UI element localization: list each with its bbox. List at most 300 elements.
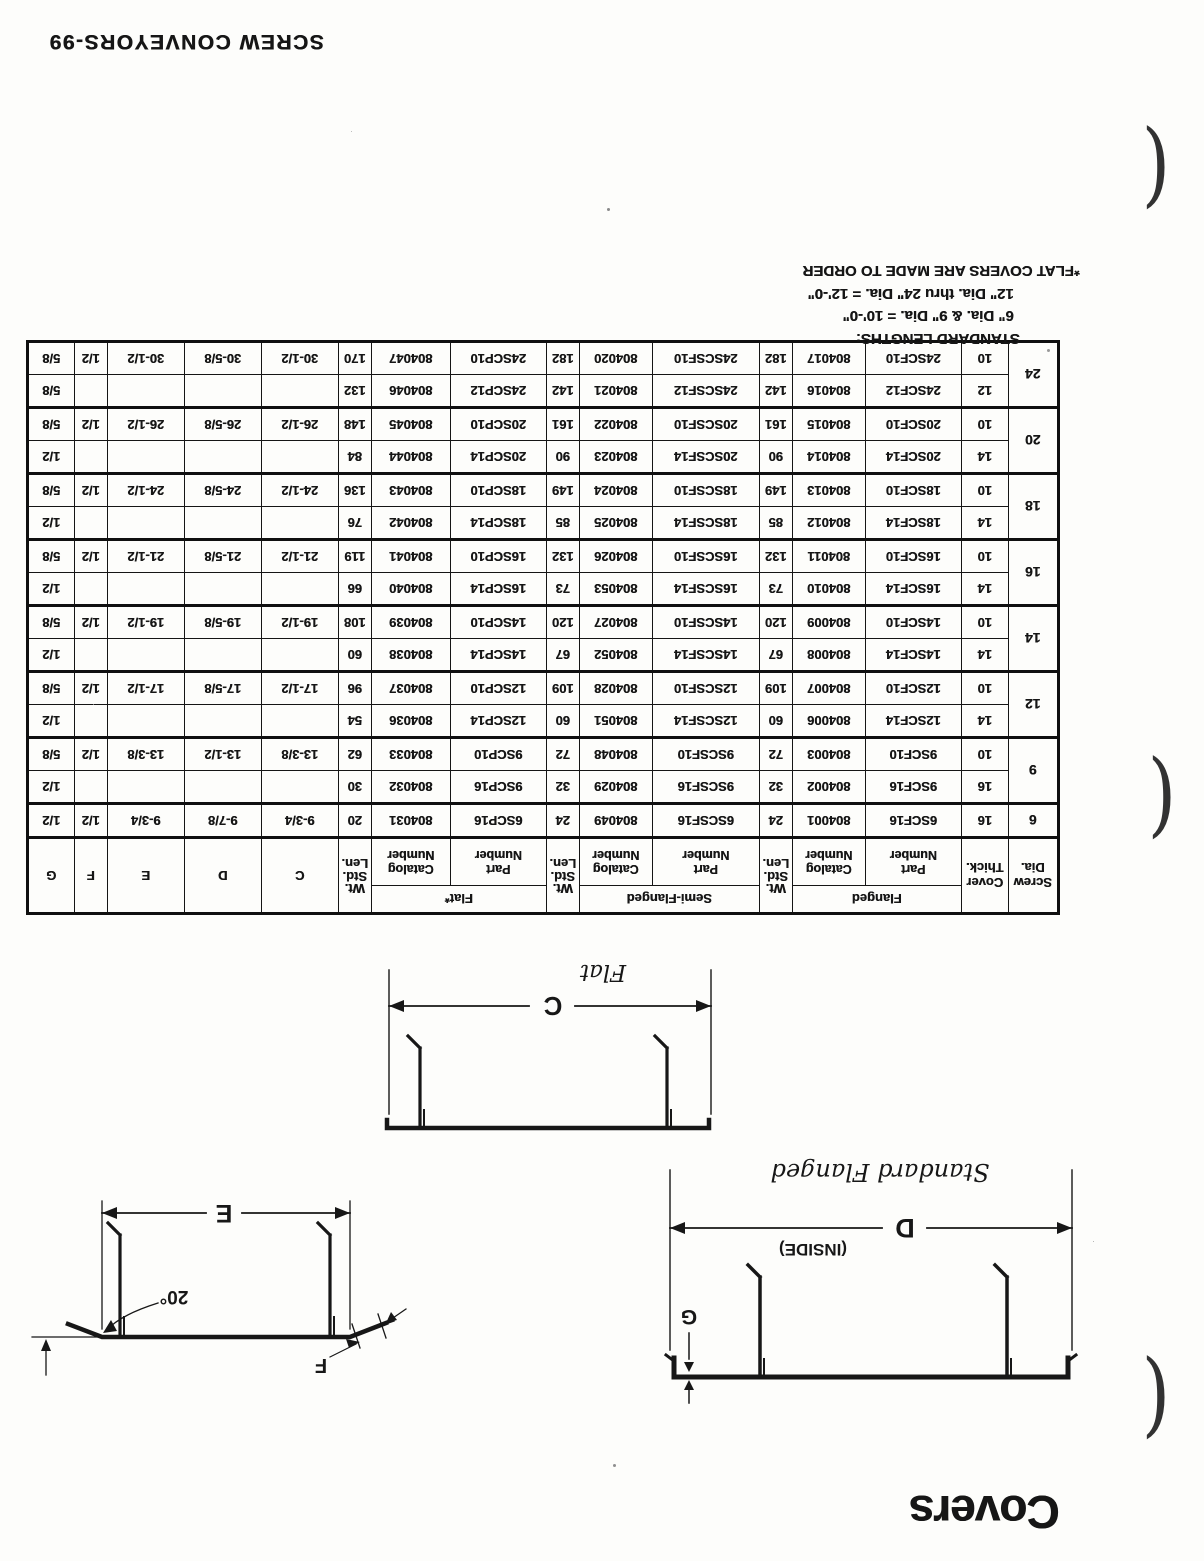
cell-thick: 14	[962, 573, 1009, 606]
cell-p-part: 24SCP12	[451, 375, 547, 408]
cell-p-cat: 804033	[371, 738, 450, 771]
cell-p-cat: 804036	[371, 705, 450, 738]
cell-f-part: 14SCF10	[866, 606, 962, 639]
binding-mark: )	[1147, 740, 1177, 847]
cell-c: 19-1/2	[261, 606, 338, 639]
cell-e	[107, 771, 184, 804]
cell-e: 19-1/2	[107, 606, 184, 639]
cell-sf-cat: 804028	[580, 672, 653, 705]
cell-d: 21-5/8	[184, 540, 261, 573]
cell-p-wt: 170	[338, 342, 371, 375]
cell-f-part: 12SCF10	[866, 672, 962, 705]
cell-c	[261, 705, 338, 738]
cell-g: 1/2	[27, 771, 74, 804]
cell-f: 1/2	[74, 342, 107, 375]
table-row	[27, 804, 1058, 838]
cell-f-part: 16SCF10	[866, 540, 962, 573]
cell-p-cat: 804032	[371, 771, 450, 804]
note-flat-covers: *FLAT COVERS ARE MADE TO ORDER	[802, 262, 1080, 280]
cell-thick: 10	[962, 342, 1009, 375]
cell-d: 30-5/8	[184, 342, 261, 375]
cell-g: 5/8	[27, 540, 74, 573]
header-catalog-number: Catalog Number	[371, 838, 450, 886]
cell-g: 1/2	[27, 573, 74, 606]
cell-f-cat: 804009	[793, 606, 866, 639]
header-wt-std-len: Wt. Std. Len.	[338, 838, 371, 914]
header-cover-thick: Cover Thick.	[962, 838, 1009, 914]
cell-f-wt: 72	[760, 738, 793, 771]
cell-thick: 10	[962, 408, 1009, 441]
cell-thick: 14	[962, 705, 1009, 738]
clip-left	[655, 1036, 667, 1125]
cell-f-part: 20SCF10	[866, 408, 962, 441]
table-row	[27, 540, 1058, 573]
cell-f-cat: 804015	[793, 408, 866, 441]
dim-label-f: F	[314, 1354, 328, 1376]
cell-e: 30-1/2	[107, 342, 184, 375]
cell-f-wt: 149	[760, 474, 793, 507]
cell-p-part: 9SCP10	[451, 738, 547, 771]
cell-screw-dia: 24	[1009, 342, 1059, 408]
cell-sf-cat: 804022	[580, 408, 653, 441]
table-row	[27, 672, 1058, 705]
note-heading: STANDARD LENGTHS:	[856, 330, 1020, 347]
dim-label-d-note: (INSIDE)	[779, 1240, 847, 1259]
standard-flanged-diagram	[660, 1145, 1080, 1405]
cell-c	[261, 573, 338, 606]
cell-f-cat: 804016	[793, 375, 866, 408]
cell-f-cat: 804008	[793, 639, 866, 672]
cell-thick: 16	[962, 804, 1009, 838]
cell-p-wt: 76	[338, 507, 371, 540]
cell-e: 26-1/2	[107, 408, 184, 441]
cell-p-cat: 804046	[371, 375, 450, 408]
header-screw-dia: Screw Dia.	[1009, 838, 1059, 914]
cell-f-cat: 804014	[793, 441, 866, 474]
cell-f-wt: 109	[760, 672, 793, 705]
arrowhead	[41, 1339, 51, 1351]
cell-p-cat: 804040	[371, 573, 450, 606]
covers-table-body	[27, 342, 1058, 838]
cell-e: 24-1/2	[107, 474, 184, 507]
cell-g: 5/8	[27, 342, 74, 375]
cell-f-part: 9SCF10	[866, 738, 962, 771]
cell-f-wt: 67	[760, 639, 793, 672]
cell-g: 1/2	[27, 705, 74, 738]
table-row	[27, 639, 1058, 672]
cell-g: 5/8	[27, 408, 74, 441]
cell-p-wt: 108	[338, 606, 371, 639]
header-group-semi-flanged: Semi-Flanged	[580, 886, 760, 914]
cell-f: 1/2	[74, 474, 107, 507]
header-dim-f: F	[74, 838, 107, 914]
cell-c: 9-3/4	[261, 804, 338, 838]
cell-f-wt: 90	[760, 441, 793, 474]
cell-screw-dia: 12	[1009, 672, 1059, 738]
cell-f-part: 18SCF14	[866, 507, 962, 540]
cell-e	[107, 375, 184, 408]
cell-f-cat: 804013	[793, 474, 866, 507]
cell-g: 1/2	[27, 804, 74, 838]
cell-p-part: 14SCP10	[451, 606, 547, 639]
cell-f: 1/2	[74, 672, 107, 705]
cell-p-wt: 136	[338, 474, 371, 507]
cell-p-part: 12SCP10	[451, 672, 547, 705]
cell-f-part: 16SCF14	[866, 573, 962, 606]
cell-sf-cat: 804029	[580, 771, 653, 804]
cell-f-cat: 804006	[793, 705, 866, 738]
cell-p-part: 18SCP10	[451, 474, 547, 507]
cell-sf-wt: 85	[547, 507, 580, 540]
cell-sf-wt: 109	[547, 672, 580, 705]
cell-screw-dia: 9	[1009, 738, 1059, 804]
header-wt-std-len: Wt. Std. Len.	[547, 838, 580, 914]
header-dim-g: G	[27, 838, 74, 914]
note-line: 12" Dia. thru 24" Dia. = 12'-0"	[807, 285, 1014, 302]
header-dim-e: E	[107, 838, 184, 914]
table-row	[27, 507, 1058, 540]
cell-c	[261, 375, 338, 408]
arrowhead	[684, 1380, 694, 1390]
cell-p-part: 14SCP14	[451, 639, 547, 672]
cell-sf-part: 24SCSF12	[653, 375, 760, 408]
cell-sf-part: 16SCSF14	[653, 573, 760, 606]
cell-p-cat: 804043	[371, 474, 450, 507]
cell-d: 24-5/8	[184, 474, 261, 507]
cell-f-wt: 24	[760, 804, 793, 838]
cell-f-cat: 804001	[793, 804, 866, 838]
cell-sf-wt: 32	[547, 771, 580, 804]
clip-right	[408, 1036, 420, 1125]
cell-f-cat: 804003	[793, 738, 866, 771]
header-dim-d: D	[184, 838, 261, 914]
clip-left	[995, 1265, 1007, 1375]
cell-thick: 10	[962, 540, 1009, 573]
cell-thick: 14	[962, 441, 1009, 474]
cell-p-wt: 62	[338, 738, 371, 771]
table-row	[27, 738, 1058, 771]
cell-p-part: 16SCP10	[451, 540, 547, 573]
cell-e: 17-1/2	[107, 672, 184, 705]
cell-p-cat: 804045	[371, 408, 450, 441]
cell-sf-wt: 161	[547, 408, 580, 441]
cell-d: 26-5/8	[184, 408, 261, 441]
cell-d	[184, 639, 261, 672]
cell-d	[184, 705, 261, 738]
arrowhead	[389, 1000, 404, 1012]
cell-f-wt: 32	[760, 771, 793, 804]
cell-thick: 14	[962, 639, 1009, 672]
clip-right	[108, 1223, 120, 1334]
cell-f: 1/2	[74, 804, 107, 838]
header-group-flanged: Flanged	[793, 886, 962, 914]
diagram-caption: Standard Flanged	[770, 1158, 990, 1186]
cell-d: 13-1/2	[184, 738, 261, 771]
cell-f-part: 12SCF14	[866, 705, 962, 738]
cell-g: 5/8	[27, 375, 74, 408]
cell-f	[74, 507, 107, 540]
cell-p-cat: 804041	[371, 540, 450, 573]
cell-sf-cat: 804021	[580, 375, 653, 408]
cell-f-cat: 804011	[793, 540, 866, 573]
cell-c	[261, 639, 338, 672]
arrowhead	[103, 1320, 117, 1333]
diagram-caption: Flat	[579, 959, 627, 985]
cell-thick: 16	[962, 771, 1009, 804]
arrowhead	[386, 1312, 397, 1323]
header-dim-c: C	[261, 838, 338, 914]
cell-d: 17-5/8	[184, 672, 261, 705]
cell-f	[74, 375, 107, 408]
cell-f-cat: 804002	[793, 771, 866, 804]
cell-f-wt: 132	[760, 540, 793, 573]
dim-label-d: D	[895, 1213, 915, 1243]
cell-p-cat: 804031	[371, 804, 450, 838]
cell-screw-dia: 6	[1009, 804, 1059, 838]
cell-f-cat: 804007	[793, 672, 866, 705]
cell-p-cat: 804047	[371, 342, 450, 375]
table-row	[27, 771, 1058, 804]
cell-f	[74, 639, 107, 672]
cell-f-part: 24SCF12	[866, 375, 962, 408]
cell-c	[261, 441, 338, 474]
cell-thick: 14	[962, 507, 1009, 540]
cell-sf-part: 14SCSF10	[653, 606, 760, 639]
header-wt-std-len: Wt. Std. Len.	[760, 838, 793, 914]
cell-e: 13-3/8	[107, 738, 184, 771]
cell-sf-wt: 142	[547, 375, 580, 408]
cell-p-part: 20SCP10	[451, 408, 547, 441]
clip-left	[318, 1223, 330, 1334]
binding-mark: )	[1141, 1340, 1171, 1447]
cell-sf-part: 16SCSF10	[653, 540, 760, 573]
cell-f	[74, 441, 107, 474]
cell-sf-part: 12SCSF14	[653, 705, 760, 738]
arrowhead	[684, 1362, 694, 1372]
page-title: Covers	[910, 1486, 1060, 1538]
cell-d	[184, 573, 261, 606]
cell-sf-cat: 804052	[580, 639, 653, 672]
cell-p-cat: 804037	[371, 672, 450, 705]
cell-p-cat: 804038	[371, 639, 450, 672]
cell-p-cat: 804039	[371, 606, 450, 639]
cell-c: 21-1/2	[261, 540, 338, 573]
cell-f	[74, 771, 107, 804]
header-part-number: Part Number	[866, 838, 962, 886]
cell-sf-part: 18SCSF14	[653, 507, 760, 540]
table-header-group-row	[27, 886, 1058, 914]
cell-d	[184, 375, 261, 408]
cell-d: 9-7/8	[184, 804, 261, 838]
cell-sf-part: 14SCSF14	[653, 639, 760, 672]
flanged-cover-profile	[674, 1358, 1068, 1377]
arrowhead	[335, 1207, 350, 1219]
table-row	[27, 474, 1058, 507]
cell-e	[107, 441, 184, 474]
cell-f-cat: 804010	[793, 573, 866, 606]
cell-f-wt: 85	[760, 507, 793, 540]
cell-e	[107, 639, 184, 672]
cell-f: 1/2	[74, 606, 107, 639]
cell-sf-wt: 60	[547, 705, 580, 738]
cell-sf-part: 20SCSF14	[653, 441, 760, 474]
cell-p-wt: 84	[338, 441, 371, 474]
cell-c: 13-3/8	[261, 738, 338, 771]
cell-p-wt: 66	[338, 573, 371, 606]
cell-p-part: 16SCP14	[451, 573, 547, 606]
cell-sf-wt: 67	[547, 639, 580, 672]
dim-extension-lines	[670, 1170, 1072, 1350]
arrowhead	[1057, 1222, 1072, 1234]
cell-f-wt: 73	[760, 573, 793, 606]
cell-p-wt: 148	[338, 408, 371, 441]
table-row	[27, 606, 1058, 639]
scan-speckles	[607, 208, 610, 211]
table-row	[27, 441, 1058, 474]
cell-screw-dia: 16	[1009, 540, 1059, 606]
cell-f-wt: 182	[760, 342, 793, 375]
cell-sf-wt: 132	[547, 540, 580, 573]
cell-sf-wt: 182	[547, 342, 580, 375]
cell-sf-part: 9SCSF16	[653, 771, 760, 804]
cell-sf-cat: 804026	[580, 540, 653, 573]
cell-sf-cat: 804049	[580, 804, 653, 838]
cell-sf-part: 12SCSF10	[653, 672, 760, 705]
angle-label: 20°	[159, 1286, 189, 1307]
cell-thick: 10	[962, 672, 1009, 705]
table-row	[27, 573, 1058, 606]
cell-sf-wt: 120	[547, 606, 580, 639]
header-part-number: Part Number	[451, 838, 547, 886]
cell-e	[107, 573, 184, 606]
cell-g: 1/2	[27, 507, 74, 540]
table-row	[27, 705, 1058, 738]
standard-lengths-note	[803, 259, 1080, 349]
cell-p-wt: 132	[338, 375, 371, 408]
header-group-flat: Flat*	[371, 886, 546, 914]
cell-p-part: 18SCP14	[451, 507, 547, 540]
cell-thick: 10	[962, 738, 1009, 771]
dim-label-c: C	[543, 991, 563, 1021]
cell-f-part: 20SCF14	[866, 441, 962, 474]
cell-p-wt: 96	[338, 672, 371, 705]
cell-f-wt: 161	[760, 408, 793, 441]
cell-sf-cat: 804027	[580, 606, 653, 639]
arrowhead	[102, 1207, 117, 1219]
table-row	[27, 408, 1058, 441]
cell-thick: 10	[962, 474, 1009, 507]
cell-screw-dia: 20	[1009, 408, 1059, 474]
dim-label-e: E	[215, 1199, 233, 1227]
cell-sf-wt: 149	[547, 474, 580, 507]
cell-g: 5/8	[27, 606, 74, 639]
covers-table	[26, 340, 1060, 915]
cell-c: 26-1/2	[261, 408, 338, 441]
cell-sf-part: 20SCSF10	[653, 408, 760, 441]
cell-f: 1/2	[74, 408, 107, 441]
cell-f: 1/2	[74, 738, 107, 771]
flat-cover-profile	[387, 1120, 709, 1128]
semi-flanged-diagram	[30, 1190, 420, 1395]
cell-sf-wt: 24	[547, 804, 580, 838]
cell-p-cat: 804044	[371, 441, 450, 474]
arrowhead	[696, 1000, 711, 1012]
cell-c: 17-1/2	[261, 672, 338, 705]
cell-c: 30-1/2	[261, 342, 338, 375]
cell-sf-wt: 72	[547, 738, 580, 771]
cell-c	[261, 771, 338, 804]
cell-thick: 12	[962, 375, 1009, 408]
note-line: 6" Dia. & 9" Dia. = 10'-0"	[842, 307, 1014, 325]
cell-sf-part: 24SCSF10	[653, 342, 760, 375]
cell-p-part: 9SCP16	[451, 771, 547, 804]
cell-sf-wt: 90	[547, 441, 580, 474]
cell-sf-cat: 804023	[580, 441, 653, 474]
table-row	[27, 375, 1058, 408]
cell-g: 1/2	[27, 441, 74, 474]
cell-p-wt: 20	[338, 804, 371, 838]
header-part-number: Part Number	[653, 838, 760, 886]
cell-sf-cat: 804051	[580, 705, 653, 738]
cell-sf-part: 9SCSF10	[653, 738, 760, 771]
cell-f-part: 9SCF16	[866, 771, 962, 804]
header-catalog-number: Catalog Number	[793, 838, 866, 886]
cell-sf-wt: 73	[547, 573, 580, 606]
cell-d	[184, 771, 261, 804]
cell-f: 1/2	[74, 540, 107, 573]
cell-sf-cat: 804053	[580, 573, 653, 606]
cell-f	[74, 705, 107, 738]
angle-arc	[107, 1303, 158, 1330]
cell-sf-part: 18SCSF10	[653, 474, 760, 507]
cell-c	[261, 507, 338, 540]
cell-d	[184, 441, 261, 474]
header-catalog-number: Catalog Number	[580, 838, 653, 886]
cell-g: 1/2	[27, 639, 74, 672]
cell-g: 5/8	[27, 474, 74, 507]
cell-e	[107, 507, 184, 540]
cell-sf-cat: 804020	[580, 342, 653, 375]
cell-f-part: 6SCF16	[866, 804, 962, 838]
cell-p-wt: 119	[338, 540, 371, 573]
cell-p-wt: 54	[338, 705, 371, 738]
arrowhead	[670, 1222, 685, 1234]
cell-g: 5/8	[27, 672, 74, 705]
cell-sf-cat: 804024	[580, 474, 653, 507]
cell-p-wt: 60	[338, 639, 371, 672]
cell-sf-part: 6SCSF16	[653, 804, 760, 838]
cell-c: 24-1/2	[261, 474, 338, 507]
cell-f-wt: 120	[760, 606, 793, 639]
cell-f-part: 24SCF10	[866, 342, 962, 375]
cell-f-cat: 804017	[793, 342, 866, 375]
cell-p-part: 24SCP10	[451, 342, 547, 375]
cell-p-cat: 804042	[371, 507, 450, 540]
cell-p-part: 20SCP14	[451, 441, 547, 474]
cell-sf-cat: 804048	[580, 738, 653, 771]
cell-p-part: 6SCP16	[451, 804, 547, 838]
cell-e	[107, 705, 184, 738]
cell-thick: 10	[962, 606, 1009, 639]
cell-f-part: 14SCF14	[866, 639, 962, 672]
cell-f-wt: 142	[760, 375, 793, 408]
page-footer: SCREW CONVEYORS-99	[48, 30, 324, 53]
cell-screw-dia: 18	[1009, 474, 1059, 540]
clip-right	[748, 1265, 760, 1375]
dim-label-g: G	[680, 1305, 698, 1328]
cell-f	[74, 573, 107, 606]
cell-sf-cat: 804025	[580, 507, 653, 540]
